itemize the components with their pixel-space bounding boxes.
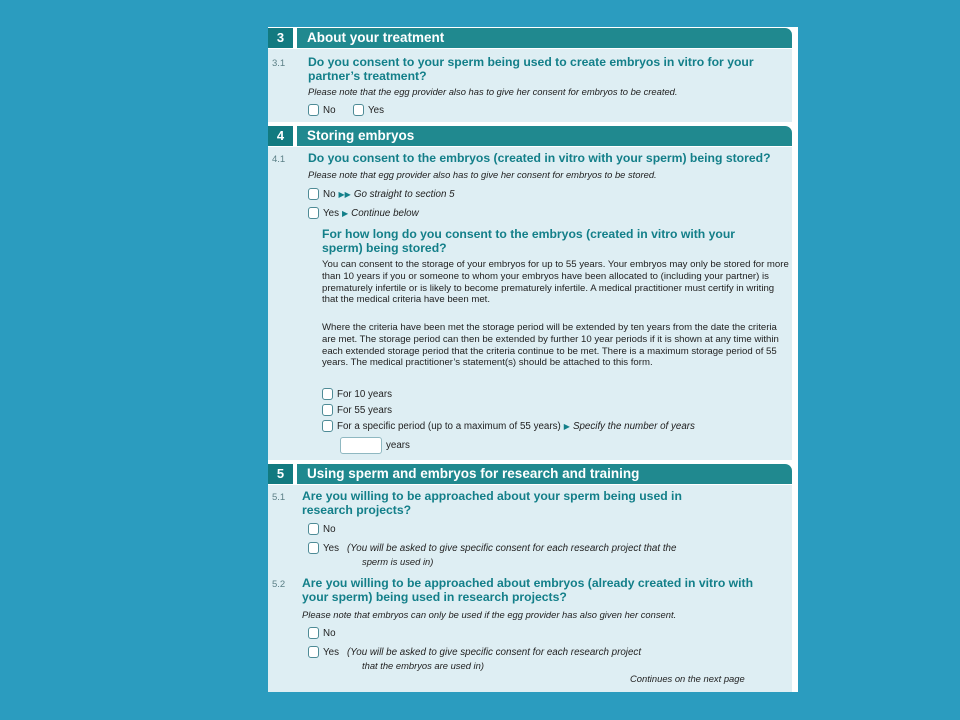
question-text: Do you consent to the embryos (created in vitro with your sperm) being stored? [308, 151, 771, 165]
yes-note-continuation: sperm is used in) [362, 556, 434, 567]
checkbox-yes[interactable] [308, 207, 319, 219]
storage-duration-question: For how long do you consent to the embryos (created in vitro with your sperm) being stored? [322, 227, 736, 255]
question-text: Are you willing to be approached about embryos (already created in vitro with your sperm) being used in research projects? [302, 576, 754, 604]
section-number: 5 [268, 464, 293, 484]
option-yes[interactable]: Yes (You will be asked to give specific consent for each research project [308, 646, 641, 660]
arrow-icon: ▶ [563, 422, 570, 431]
option-specific-period[interactable]: For a specific period (up to a maximum of 55 years) ▶ Specify the number of years [322, 420, 695, 434]
question-text: Are you willing to be approached about your sperm being used in research projects? [302, 489, 682, 517]
section-number: 3 [268, 28, 293, 48]
question-number: 5.1 [272, 492, 286, 503]
checkbox-no[interactable] [308, 523, 319, 535]
checkbox-yes[interactable] [308, 542, 319, 554]
checkbox-no[interactable] [308, 188, 319, 200]
checkbox-no[interactable] [308, 104, 319, 116]
years-input[interactable] [340, 437, 382, 454]
section-number: 4 [268, 126, 293, 146]
checkbox-specific-period[interactable] [322, 420, 333, 432]
option-no[interactable]: No [308, 104, 336, 118]
checkbox-10-years[interactable] [322, 388, 333, 400]
question-text: Do you consent to your sperm being used to create embryos in vitro for your partner’s treatment? [308, 55, 754, 83]
question-note: Please note that the egg provider also has to give her consent for embryos to be created. [308, 86, 678, 97]
option-55-years[interactable]: For 55 years [322, 404, 392, 418]
option-no[interactable]: No [308, 523, 336, 537]
checkbox-yes[interactable] [353, 104, 364, 116]
section-title: Using sperm and embryos for research and training [297, 464, 792, 484]
question-number: 5.2 [272, 579, 286, 590]
section-title: Storing embryos [297, 126, 792, 146]
storage-info-paragraph-2: Where the criteria have been met the storage period will be extended by ten years from the date the criteria are met. The storage period can then be extended by further 10 year periods if it is shown at any time within each extended storage period that the criteria continue to be met. There is a maximum storage period of 55 years. The medical practitioner’s statement(s) should be attached to this form. [322, 322, 779, 369]
years-label: years [386, 440, 410, 451]
section-5-header [268, 464, 792, 484]
yes-note-continuation: that the embryos are used in) [362, 660, 484, 671]
option-yes[interactable]: Yes (You will be asked to give specific consent for each research project that the [308, 542, 676, 556]
section-title: About your treatment [297, 28, 792, 48]
checkbox-no[interactable] [308, 627, 319, 639]
section-4-header [268, 126, 792, 146]
option-yes[interactable]: Yes [353, 104, 384, 118]
checkbox-55-years[interactable] [322, 404, 333, 416]
section-3-header [268, 28, 792, 48]
section-5-panel [268, 485, 792, 692]
option-yes[interactable]: Yes ▶ Continue below [308, 207, 419, 221]
section-3-panel [268, 49, 792, 122]
question-note: Please note that embryos can only be used if the egg provider has also given her consent. [302, 609, 677, 620]
arrow-icon: ▶ [341, 209, 349, 218]
section-4-panel [268, 147, 792, 460]
option-no[interactable]: No ▶▶ Go straight to section 5 [308, 188, 455, 202]
question-number: 3.1 [272, 58, 286, 69]
question-note: Please note that egg provider also has to give her consent for embryos to be stored. [308, 169, 657, 180]
question-number: 4.1 [272, 154, 286, 165]
storage-info-paragraph-1: You can consent to the storage of your embryos for up to 55 years. Your embryos may only be stored for more than 10 years if you or someone to whom your embryos have been allocated to (including your partner) is prematurely infertile or is likely to become prematurely infertile. A medical practitioner must certify in writing that the medical criteria have been met. [322, 259, 789, 306]
double-arrow-icon: ▶▶ [338, 190, 351, 199]
consent-form-page [268, 27, 798, 692]
option-no[interactable]: No [308, 627, 336, 641]
checkbox-yes[interactable] [308, 646, 319, 658]
option-10-years[interactable]: For 10 years [322, 388, 392, 402]
continues-next-page: Continues on the next page [630, 673, 745, 684]
